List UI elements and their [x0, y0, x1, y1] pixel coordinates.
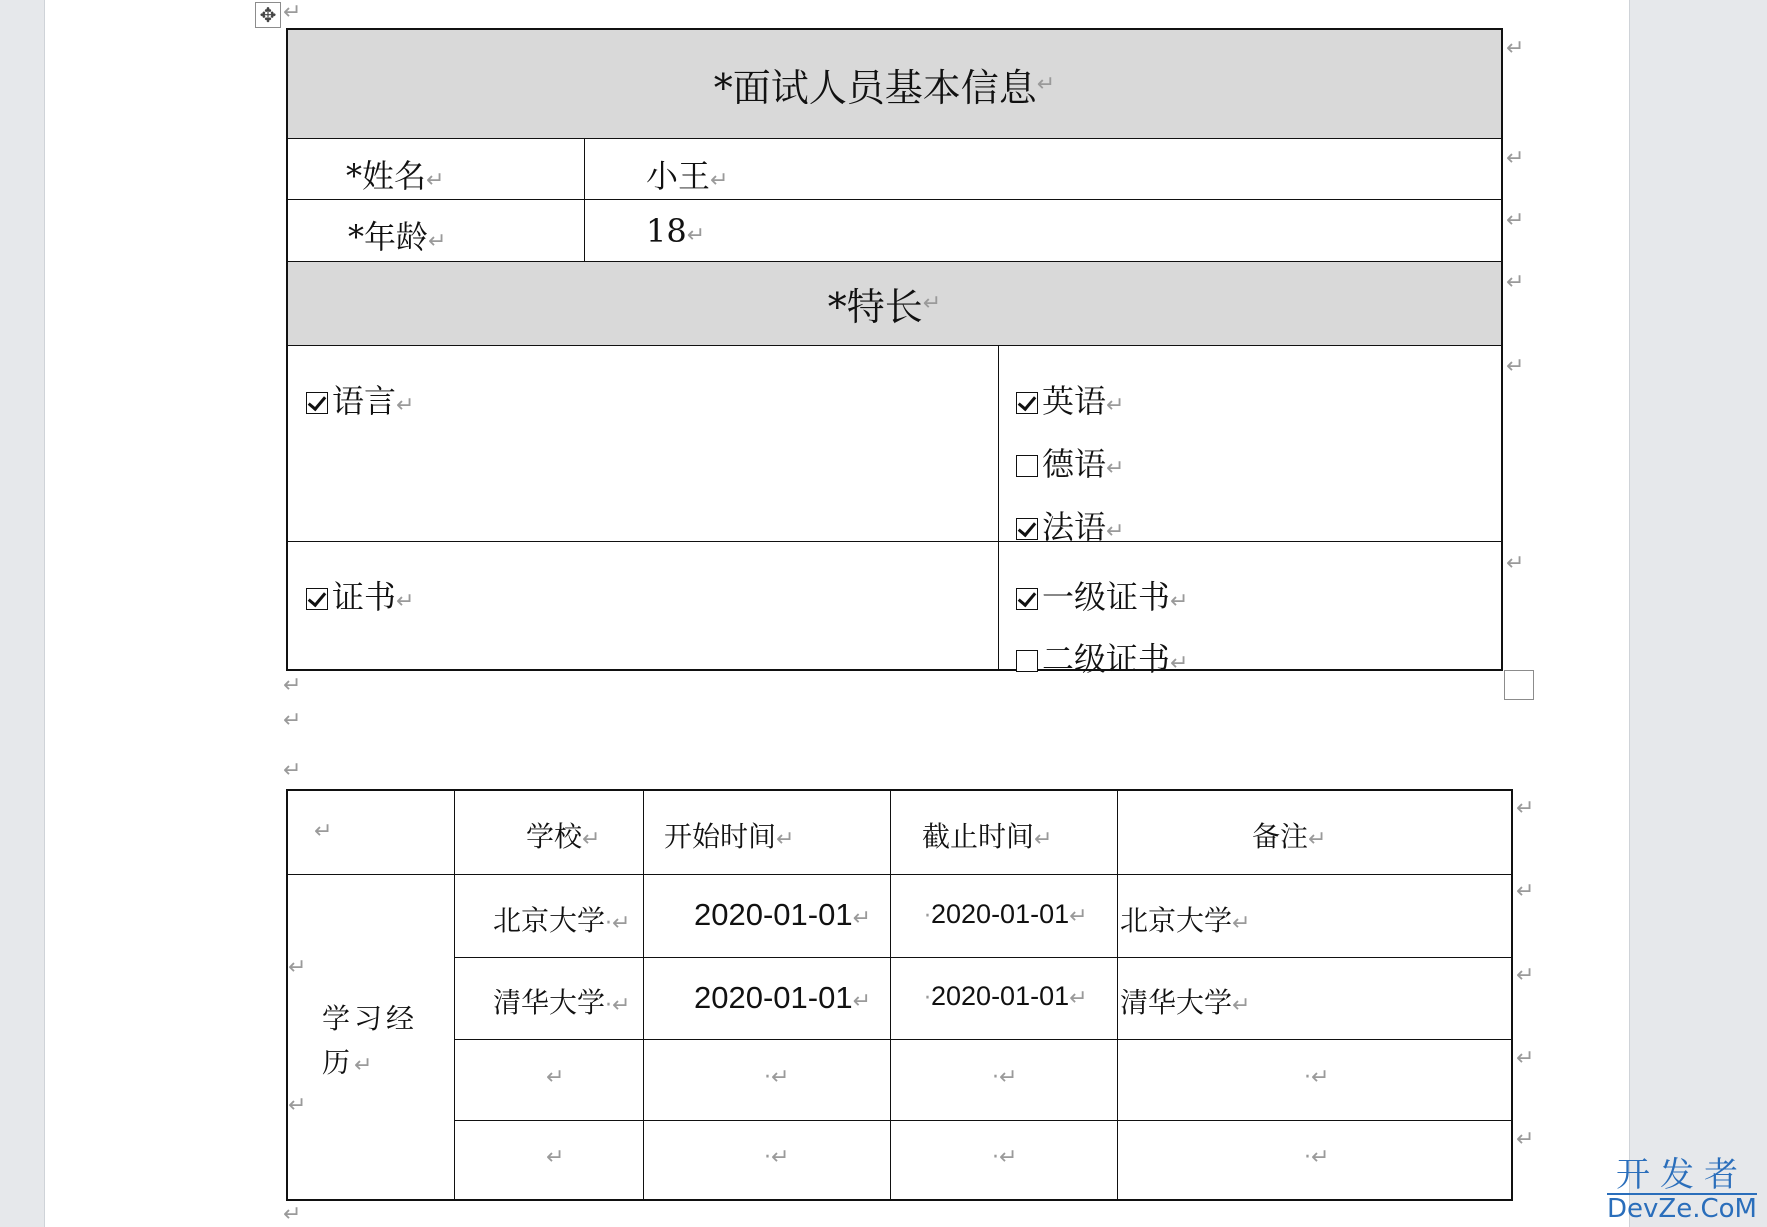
language-label: 语言	[332, 382, 397, 420]
age-row: *年龄↵ 18↵	[288, 200, 1501, 262]
site-watermark-logo: 开发者 DevZe.CoM	[1607, 1155, 1757, 1224]
level2-checkbox[interactable]	[1016, 650, 1038, 672]
certificate-option: 二级证书↵	[1016, 634, 1188, 680]
empty-cell[interactable]: ·↵	[764, 1065, 790, 1090]
empty-cell[interactable]: ·↵	[992, 1145, 1018, 1170]
language-option: 英语↵	[1016, 376, 1124, 422]
table-row-school: 北京大学·↵	[493, 904, 631, 937]
english-label: 英语	[1042, 382, 1107, 420]
table-row-note: 清华大学↵	[1120, 986, 1251, 1019]
table-title-row: *面试人员基本信息 ↵	[288, 30, 1501, 139]
paragraph-mark: ↵	[283, 0, 302, 25]
language-row: 语言↵ 英语↵ 德语↵ 法语↵	[288, 346, 1501, 542]
header-school: 学校↵	[526, 820, 601, 853]
certificate-checkbox[interactable]	[306, 588, 328, 610]
age-label: *年龄	[348, 218, 429, 256]
empty-paragraph: ↵	[283, 673, 302, 698]
header-start-time: 开始时间↵	[664, 820, 795, 853]
name-label: *姓名	[346, 157, 427, 195]
empty-paragraph: ↵	[283, 708, 302, 733]
empty-cell[interactable]: ↵	[546, 1065, 565, 1090]
header-end-time: 截止时间↵	[922, 820, 1053, 853]
certificate-row: 证书↵ 一级证书↵ 二级证书↵	[288, 542, 1501, 671]
empty-paragraph: ↵	[283, 758, 302, 783]
header-note: 备注↵	[1252, 820, 1327, 853]
name-row: *姓名↵ 小王↵	[288, 139, 1501, 200]
table-resize-handle[interactable]	[1504, 670, 1534, 700]
level2-label: 二级证书	[1042, 640, 1171, 678]
education-table: ↵ 学校↵ 开始时间↵ 截止时间↵ 备注↵ ↵ 学习经历↵ ↵ 北京大学·↵ 2020-01-01↵ ·2020-01-01↵ 北京大学↵ 清华大学·↵ 2020-01-01↵ ·2020-01-01↵ 清华大学↵ ↵ ·↵ ·↵ ·↵ ↵ ·↵ ·↵ ·↵	[286, 789, 1513, 1201]
empty-cell[interactable]: ·↵	[1304, 1145, 1330, 1170]
empty-paragraph: ↵	[283, 1202, 302, 1227]
table-row-school: 清华大学·↵	[493, 986, 631, 1019]
certificate-option: 一级证书↵	[1016, 572, 1188, 618]
language-option: 法语↵	[1016, 502, 1124, 548]
name-value[interactable]: 小王	[646, 157, 711, 195]
empty-cell[interactable]: ↵	[546, 1145, 565, 1170]
language-option: 德语↵	[1016, 439, 1124, 485]
table-row-end: ·2020-01-01↵	[924, 899, 1088, 929]
table-move-handle-icon[interactable]: ✥	[255, 2, 281, 28]
specialty-title: *特长	[827, 285, 923, 329]
french-label: 法语	[1042, 508, 1107, 546]
language-checkbox[interactable]	[306, 392, 328, 414]
empty-cell[interactable]: ·↵	[992, 1065, 1018, 1090]
empty-cell[interactable]: ·↵	[764, 1145, 790, 1170]
german-checkbox[interactable]	[1016, 455, 1038, 477]
level1-checkbox[interactable]	[1016, 588, 1038, 610]
empty-cell[interactable]: ·↵	[1304, 1065, 1330, 1090]
english-checkbox[interactable]	[1016, 392, 1038, 414]
table-row-start: 2020-01-01↵	[694, 980, 872, 1015]
german-label: 德语	[1042, 445, 1107, 483]
level1-label: 一级证书	[1042, 578, 1171, 616]
certificate-label: 证书	[332, 578, 397, 616]
specialty-header-row: *特长 ↵	[288, 262, 1501, 346]
header-empty-cell: ↵	[314, 819, 333, 844]
french-checkbox[interactable]	[1016, 518, 1038, 540]
age-value[interactable]: 18	[646, 212, 687, 250]
table-row-note: 北京大学↵	[1120, 904, 1251, 937]
table-row-start: 2020-01-01↵	[694, 897, 872, 932]
interviewee-info-table	[286, 28, 1503, 678]
study-history-label: 学习经历↵	[322, 1002, 419, 1079]
table-row-end: ·2020-01-01↵	[924, 981, 1088, 1011]
table-title: *面试人员基本信息	[713, 65, 1037, 110]
